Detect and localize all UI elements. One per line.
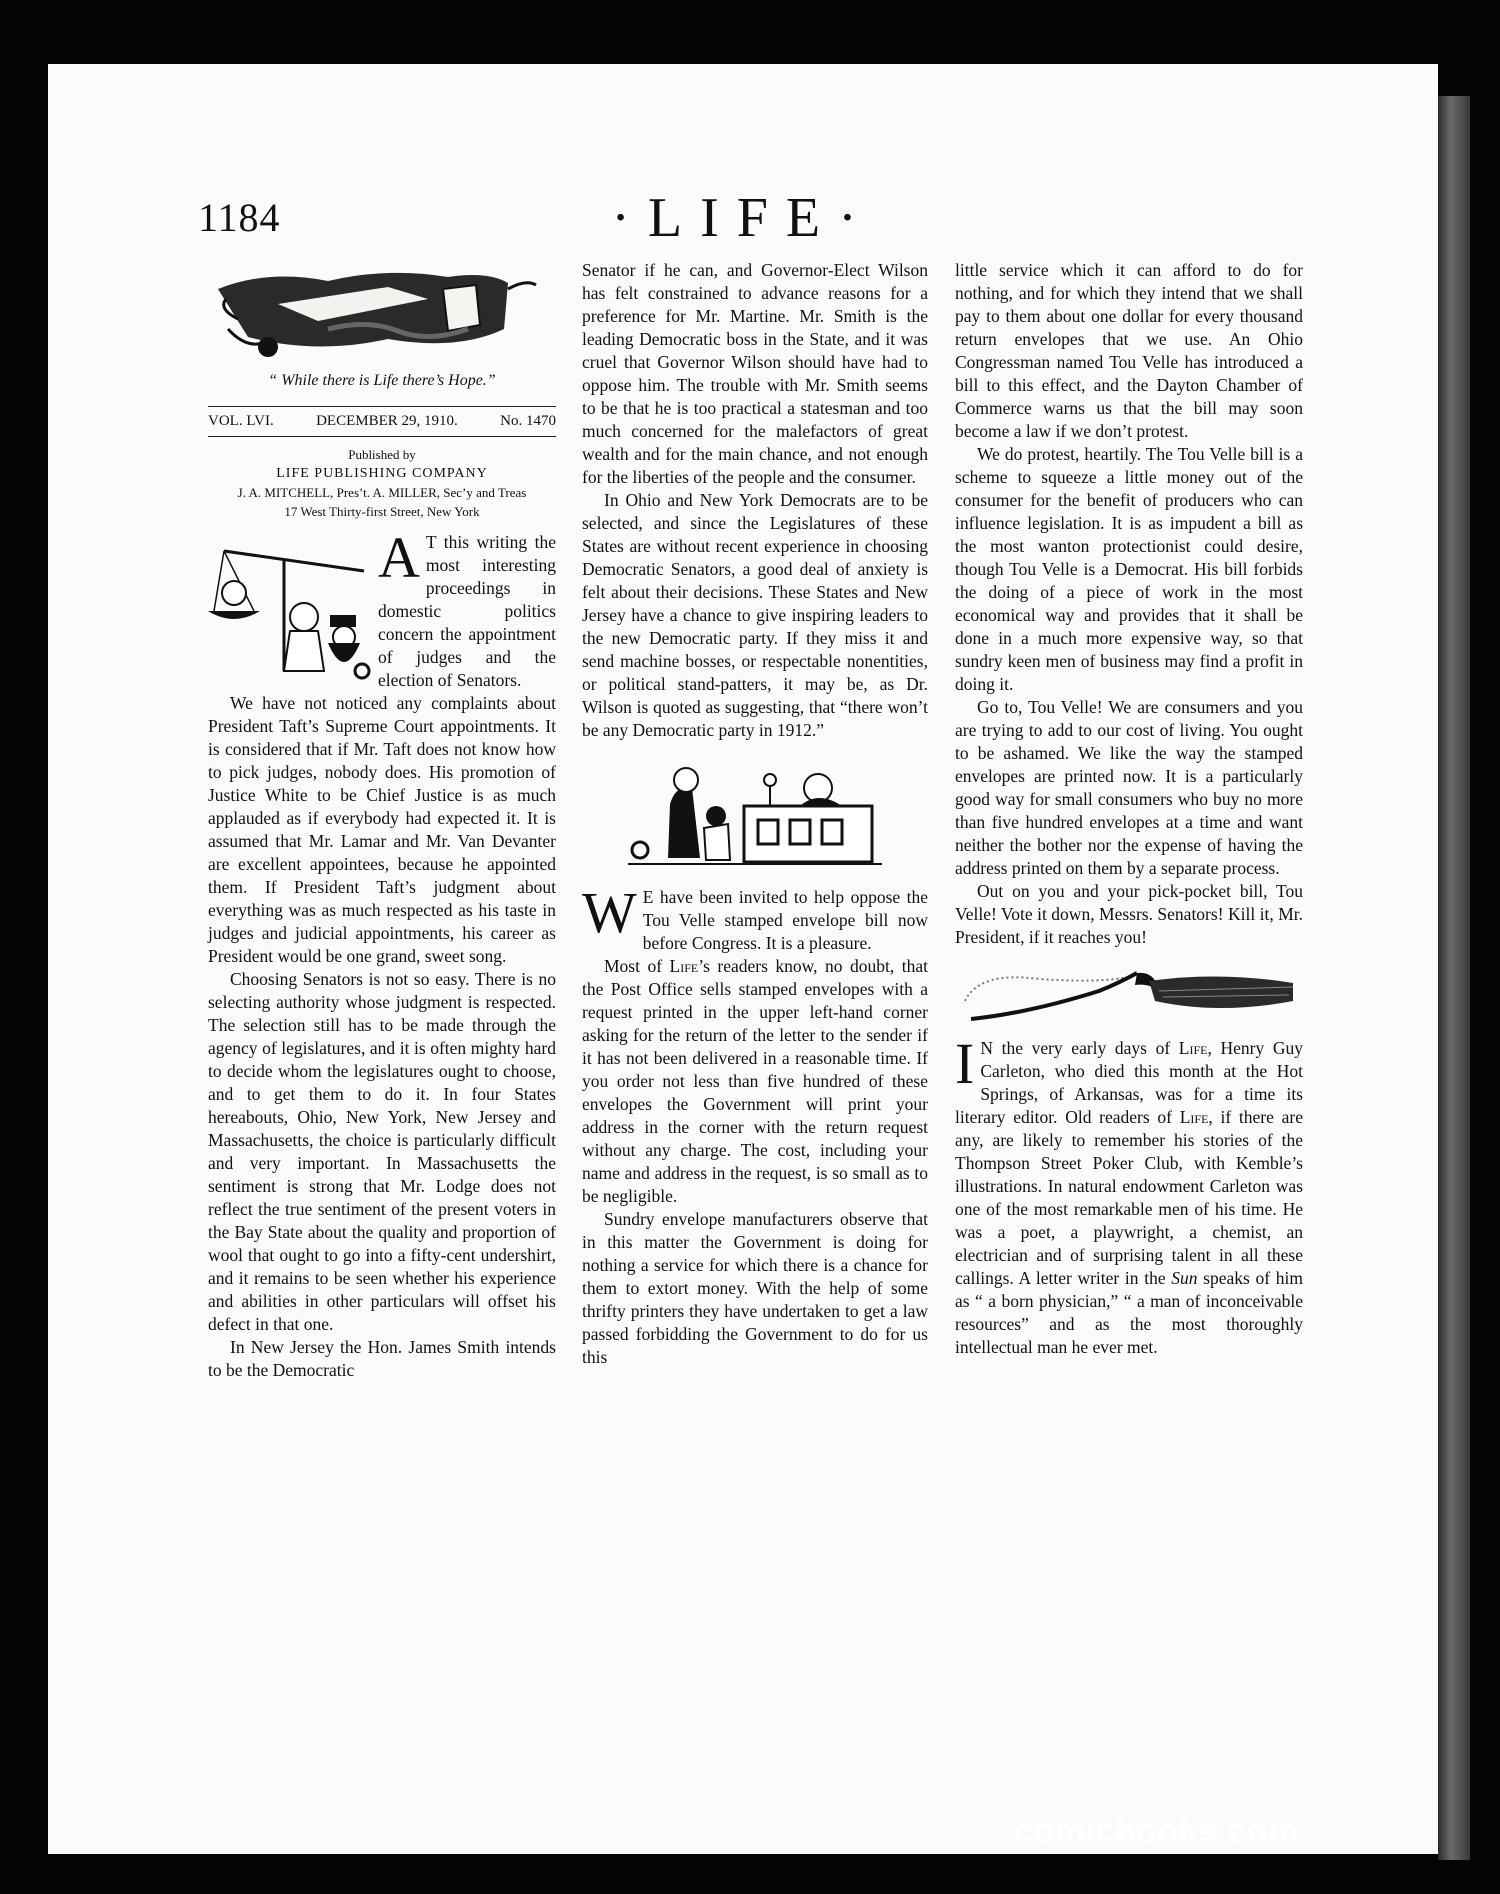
volume-number: VOL. LVI. [208, 413, 274, 429]
motto: “ While there is Life there’s Hope.” [268, 372, 496, 389]
book-spine [1438, 96, 1470, 1860]
paragraph: Out on you and your pick-pocket bill, Tou Velle! Vote it down, Messrs. Senators! Kill it, Mr. President, if it reaches you! [955, 881, 1303, 947]
paragraph: We have not noticed any complaints about President Taft’s Supreme Court appointments. It is considered that if Mr. Taft does not know how to pick judges, nobody does. His promotion of Justice White to be Chief Justice is as much applauded as if everybody had expected it. It is assumed that Mr. Lamar and Mr. Van Devanter are excellent appointees, because he appointed them. If President Taft’s judgment about everything was as much respected as his taste in judges and judicial appointments, his career as President would be one grand, sweet song. [208, 693, 556, 966]
publisher-address: 17 West Thirty-first Street, New York [284, 504, 480, 519]
paragraph: Senator if he can, and Governor-Elect Wilson has felt constrained to advance reasons for a preference for Mr. Martine. Mr. Smith is the leading Democratic boss in the State, and it was cruel that Governor Wilson should have had to oppose him. The trouble with Mr. Smith seems to be that he is too practical a statesman and too much concerned for the malefactors of great wealth and for the main chance, and not enough for the liberties of the people and the consumer. [582, 260, 928, 487]
paragraph: little service which it can afford to do for nothing, and for which they intend that we shall pay to them about one dollar for every thousand return envelopes that we use. An Ohio Congressman named Tou Velle has introduced a bill to this effect, and the Dayton Chamber of Commerce warns us that the bill may soon become a law if we don’t protest. [955, 260, 1303, 441]
column-3 [955, 259, 1303, 1359]
paragraph: In Ohio and New York Democrats are to be selected, and since the Legislatures of these States are without recent experience in choosing Democratic Senators, a good deal of anxiety is felt about their decisions. These States and New Jersey have a chance to give inspiring leaders to the new Democratic party. If they miss it and send machine bosses, or respectable nonentities, or political stand-patters, it may be, as Dr. Wilson is quoted as suggesting, that “there won’t be any Democratic party in 1912.” [582, 490, 928, 740]
desk-cartoon-illustration [620, 754, 890, 876]
paragraph-carleton: I N the very early days of Life, Henry Guy Carleton, who died this month at the Hot Springs, of Arkansas, was for a time its literary editor. Old readers of Life, if there are any, are likely to remember his stories of the Thompson Street Poker Club, with Kemble’s illustrations. In natural endowment Carleton was one of the most remarkable men of his time. He was a poet, a playwright, a chemist, an electrician and of surprising talent in all these callings. A letter writer in the Sun speaks of him as “ a born physician,” “ a man of inconceivable resources” and as the most thoroughly intellectual man he ever met. [955, 1031, 1303, 1357]
paragraph: Sundry envelope manufacturers observe that in this matter the Government is doing for nothing a service for which there is a chance for them to extort money. With the help of some thrifty printers they have undertaken to get a law passed forbidding the Government to do for us this [582, 1209, 928, 1367]
masthead-title: ·LIFE· [611, 187, 875, 249]
issue-number: No. 1470 [500, 413, 556, 429]
issue-date: DECEMBER 29, 1910. [316, 413, 458, 429]
drop-cap: A [378, 525, 420, 590]
paragraph: Most of Life’s readers know, no doubt, that the Post Office sells stamped envelopes with a request printed in the upper left-hand corner asking for the return of the letter to the sender if it has not been delivered in a reasonable time. If you order not less than five hundred of these envelopes the Government will print your address in the corner with the return request without any charge. The cost, including your name and address in the request, is so small as to be negligible. [582, 956, 929, 1206]
publisher-officers: J. A. MITCHELL, Pres’t. A. MILLER, Sec’y and Treas [237, 485, 527, 500]
paragraph: Go to, Tou Velle! We are consumers and you are trying to add to our cost of living. You ought to be ashamed. We like the way the stamped envelopes are printed now. It is a particularly good way for small consumers who buy no more than five hundred envelopes at a time and want neither the bother nor the expense of having the address printed on them by a separate process. [955, 697, 1303, 878]
published-by-label: Published by [348, 447, 416, 462]
drop-cap: I [955, 1031, 975, 1096]
column-2 [582, 259, 928, 1369]
magazine-page [48, 64, 1438, 1854]
volume-line [208, 406, 556, 437]
paragraph: In New Jersey the Hon. James Smith intends to be the Democratic [208, 1337, 556, 1380]
scythe-and-wheat-illustration [959, 961, 1299, 1027]
publisher-name: LIFE PUBLISHING COMPANY [276, 466, 488, 481]
scales-of-justice-illustration [204, 531, 372, 681]
publisher-block [208, 445, 556, 521]
page-number: 1184 [198, 195, 281, 240]
hope-illustration [208, 259, 556, 367]
paragraph: We do protest, heartily. The Tou Velle bill is a scheme to squeeze a little money out of the consumer for the benefit of producers who can influence legislation. It is as impudent a bill as the most wanton protectionist could desire, though Tou Velle is a Democrat. His bill forbids the doing of a piece of work in the most economical way and provides that it shall be done in a much more expensive way, so that sundry keen men of business may find a profit in doing it. [955, 444, 1303, 694]
watermark-text: comicbooks.com [1014, 1812, 1299, 1850]
paragraph-intro: A T this writing the most interesting proceedings in domestic politics concern the appointment of judges and the election of Senators. [378, 525, 556, 690]
paragraph: Choosing Senators is not so easy. There is no selecting authority whose judgment is respected. The selection still has to be made through the agency of legislatures, and it is often mighty hard to decide whom the legislatures ought to choose, and to get them to do it. In four States hereabouts, Ohio, New York, New Jersey and Massachusetts, the choice is particularly difficult and very important. In Massachusetts the sentiment is strong that Mr. Lodge does not reflect the true sentiment of the present voters in the Bay State about the quality and proportion of wool that ought to go into a fifty-cent undershirt, and it remains to be seen whether his experience and abilities in other particulars will offset his defect in that one. [208, 969, 556, 1334]
drop-cap: W [582, 880, 637, 945]
paragraph-tou-velle-intro: W E have been invited to help oppose the Tou Velle stamped envelope bill now before Congress. It is a pleasure. [582, 880, 928, 953]
column-1 [208, 259, 556, 1382]
